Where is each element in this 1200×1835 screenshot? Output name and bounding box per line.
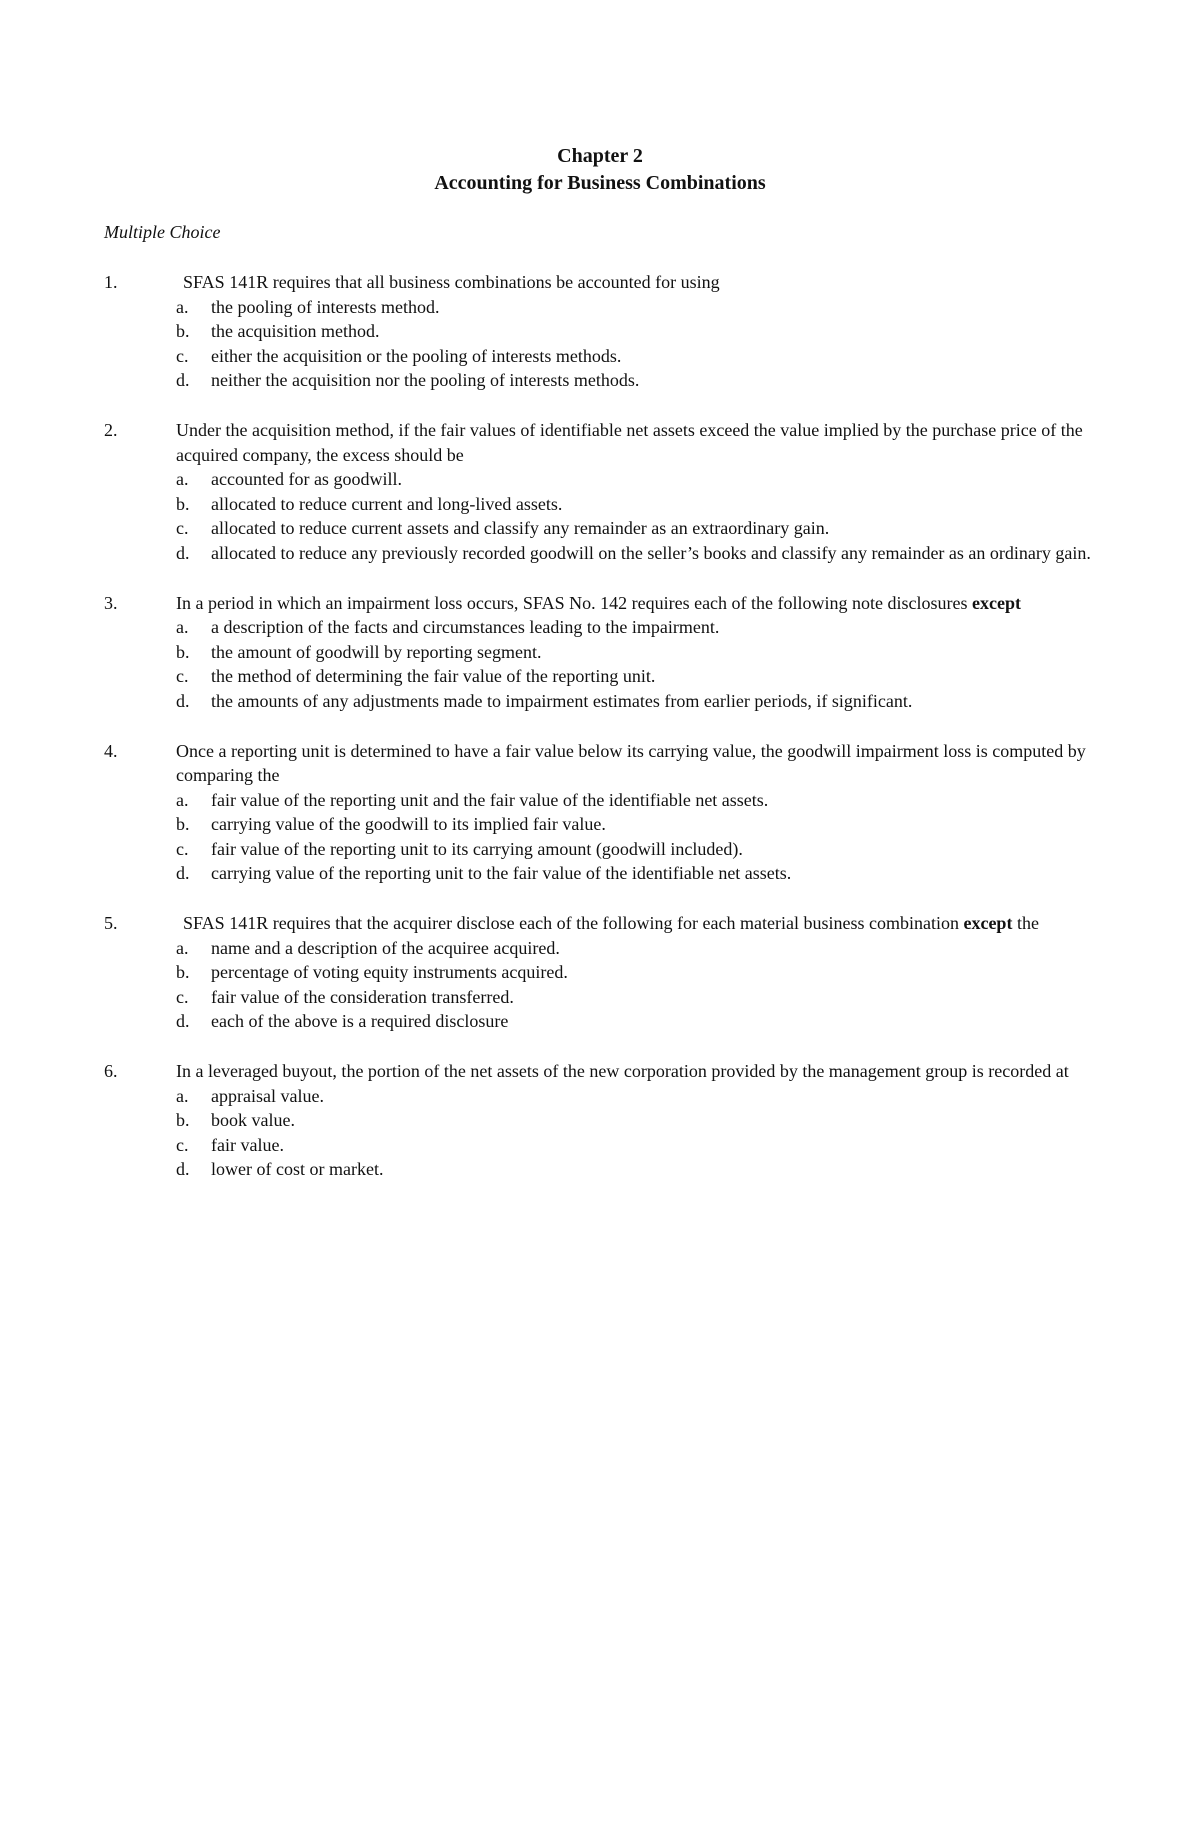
- option-letter: a.: [176, 469, 189, 490]
- option-text: a description of the facts and circumstances leading to the impairment.: [211, 617, 720, 638]
- option-letter: d.: [176, 690, 190, 711]
- option-b: [176, 319, 1104, 344]
- question-1: [104, 270, 1104, 393]
- option-b: [176, 960, 1104, 985]
- question-stem: [176, 270, 1096, 295]
- question-number: 4.: [104, 740, 118, 761]
- option-text: the method of determining the fair value of the reporting unit.: [211, 666, 656, 687]
- option-letter: c.: [176, 838, 189, 859]
- option-text: each of the above is a required disclosure: [211, 1011, 509, 1032]
- option-letter: b.: [176, 493, 190, 514]
- question-2: [104, 418, 1104, 566]
- option-text: book value.: [211, 1110, 295, 1131]
- chapter-heading: Chapter 2: [557, 145, 643, 167]
- question-number: 2.: [104, 419, 118, 440]
- option-text: either the acquisition or the pooling of interests methods.: [211, 345, 622, 366]
- option-text: carrying value of the goodwill to its implied fair value.: [211, 814, 606, 835]
- option-c: [176, 664, 1104, 689]
- option-d: [176, 368, 1104, 393]
- option-c: [176, 516, 1104, 541]
- document-title: Accounting for Business Combinations: [434, 172, 766, 194]
- option-text: appraisal value.: [211, 1085, 324, 1106]
- option-text: lower of cost or market.: [211, 1159, 384, 1180]
- option-text: carrying value of the reporting unit to the fair value of the identifiable net assets.: [211, 863, 792, 884]
- option-letter: a.: [176, 937, 189, 958]
- stem-text: SFAS 141R requires that the acquirer disclose each of the following for each material business combination: [183, 913, 964, 934]
- option-letter: c.: [176, 345, 189, 366]
- question-stem: [176, 418, 1096, 467]
- option-b: [176, 812, 1104, 837]
- question-number: 3.: [104, 592, 118, 613]
- option-text: the amount of goodwill by reporting segment.: [211, 641, 542, 662]
- option-text: name and a description of the acquiree acquired.: [211, 937, 560, 958]
- option-a: [176, 467, 1104, 492]
- stem-text: Once a reporting unit is determined to have a fair value below its carrying value, the goodwill impairment loss is computed by comparing the: [176, 740, 1086, 786]
- option-d: [176, 541, 1104, 566]
- question-list: [104, 270, 1104, 1207]
- option-list: [176, 1084, 1104, 1182]
- stem-emphasis: except: [972, 592, 1021, 613]
- option-text: the pooling of interests method.: [211, 296, 440, 317]
- question-number: 5.: [104, 913, 118, 934]
- option-d: [176, 689, 1104, 714]
- option-list: [176, 295, 1104, 393]
- option-text: percentage of voting equity instruments acquired.: [211, 962, 568, 983]
- option-letter: b.: [176, 321, 190, 342]
- question-stem: [176, 911, 1096, 936]
- option-a: [176, 615, 1104, 640]
- option-list: [176, 788, 1104, 886]
- option-list: [176, 467, 1104, 565]
- option-letter: c.: [176, 1134, 189, 1155]
- option-c: [176, 837, 1104, 862]
- option-text: allocated to reduce current assets and classify any remainder as an extraordinary gain.: [211, 518, 830, 539]
- option-text: accounted for as goodwill.: [211, 469, 402, 490]
- question-number: 1.: [104, 272, 118, 292]
- option-letter: c.: [176, 518, 189, 539]
- option-a: [176, 788, 1104, 813]
- question-6: [104, 1059, 1104, 1182]
- option-b: [176, 492, 1104, 517]
- option-text: allocated to reduce current and long-lived assets.: [211, 493, 563, 514]
- option-letter: a.: [176, 1085, 189, 1106]
- option-b: [176, 1108, 1104, 1133]
- option-letter: b.: [176, 814, 190, 835]
- option-text: allocated to reduce any previously recorded goodwill on the seller’s books and classify any remainder as an ordinary gain.: [211, 542, 1091, 563]
- stem-text: In a period in which an impairment loss occurs, SFAS No. 142 requires each of the following note disclosures: [176, 592, 973, 613]
- option-letter: c.: [176, 666, 189, 687]
- option-a: [176, 1084, 1104, 1109]
- option-letter: d.: [176, 1159, 190, 1180]
- question-stem: [176, 1059, 1096, 1084]
- option-letter: b.: [176, 1110, 190, 1131]
- option-text: fair value of the reporting unit and the fair value of the identifiable net assets.: [211, 789, 769, 810]
- option-letter: d.: [176, 1011, 190, 1032]
- option-letter: a.: [176, 296, 189, 317]
- option-list: [176, 936, 1104, 1034]
- option-letter: d.: [176, 370, 190, 391]
- option-d: [176, 861, 1104, 886]
- question-stem: [176, 739, 1096, 788]
- stem-text: Under the acquisition method, if the fair values of identifiable net assets exceed the value implied by the purchase price of the acquired company, the excess should be: [176, 419, 1083, 465]
- option-letter: b.: [176, 641, 190, 662]
- question-5: [104, 911, 1104, 1034]
- option-letter: b.: [176, 962, 190, 983]
- option-c: [176, 985, 1104, 1010]
- option-text: fair value of the reporting unit to its carrying amount (goodwill included).: [211, 838, 743, 859]
- stem-text: In a leveraged buyout, the portion of the net assets of the new corporation provided by the management group is recorded at: [176, 1061, 1069, 1082]
- option-c: [176, 344, 1104, 369]
- title-block: [0, 143, 1200, 197]
- option-a: [176, 295, 1104, 320]
- option-letter: d.: [176, 863, 190, 884]
- option-a: [176, 936, 1104, 961]
- option-c: [176, 1133, 1104, 1158]
- option-letter: c.: [176, 986, 189, 1007]
- option-text: the amounts of any adjustments made to impairment estimates from earlier periods, if significant.: [211, 690, 913, 711]
- option-text: the acquisition method.: [211, 321, 380, 342]
- option-letter: a.: [176, 617, 189, 638]
- stem-text: SFAS 141R requires that all business combinations be accounted for using: [183, 272, 720, 292]
- option-d: [176, 1009, 1104, 1034]
- option-letter: a.: [176, 789, 189, 810]
- question-stem: [176, 591, 1096, 616]
- option-text: neither the acquisition nor the pooling of interests methods.: [211, 370, 640, 391]
- option-b: [176, 640, 1104, 665]
- option-text: fair value.: [211, 1134, 284, 1155]
- option-d: [176, 1157, 1104, 1182]
- stem-text-after: the: [1012, 913, 1039, 934]
- option-list: [176, 615, 1104, 713]
- stem-emphasis: except: [963, 913, 1013, 934]
- question-3: [104, 591, 1104, 714]
- option-letter: d.: [176, 542, 190, 563]
- question-number: 6.: [104, 1061, 118, 1082]
- question-4: [104, 739, 1104, 887]
- option-text: fair value of the consideration transferred.: [211, 986, 514, 1007]
- section-heading: Multiple Choice: [104, 222, 221, 242]
